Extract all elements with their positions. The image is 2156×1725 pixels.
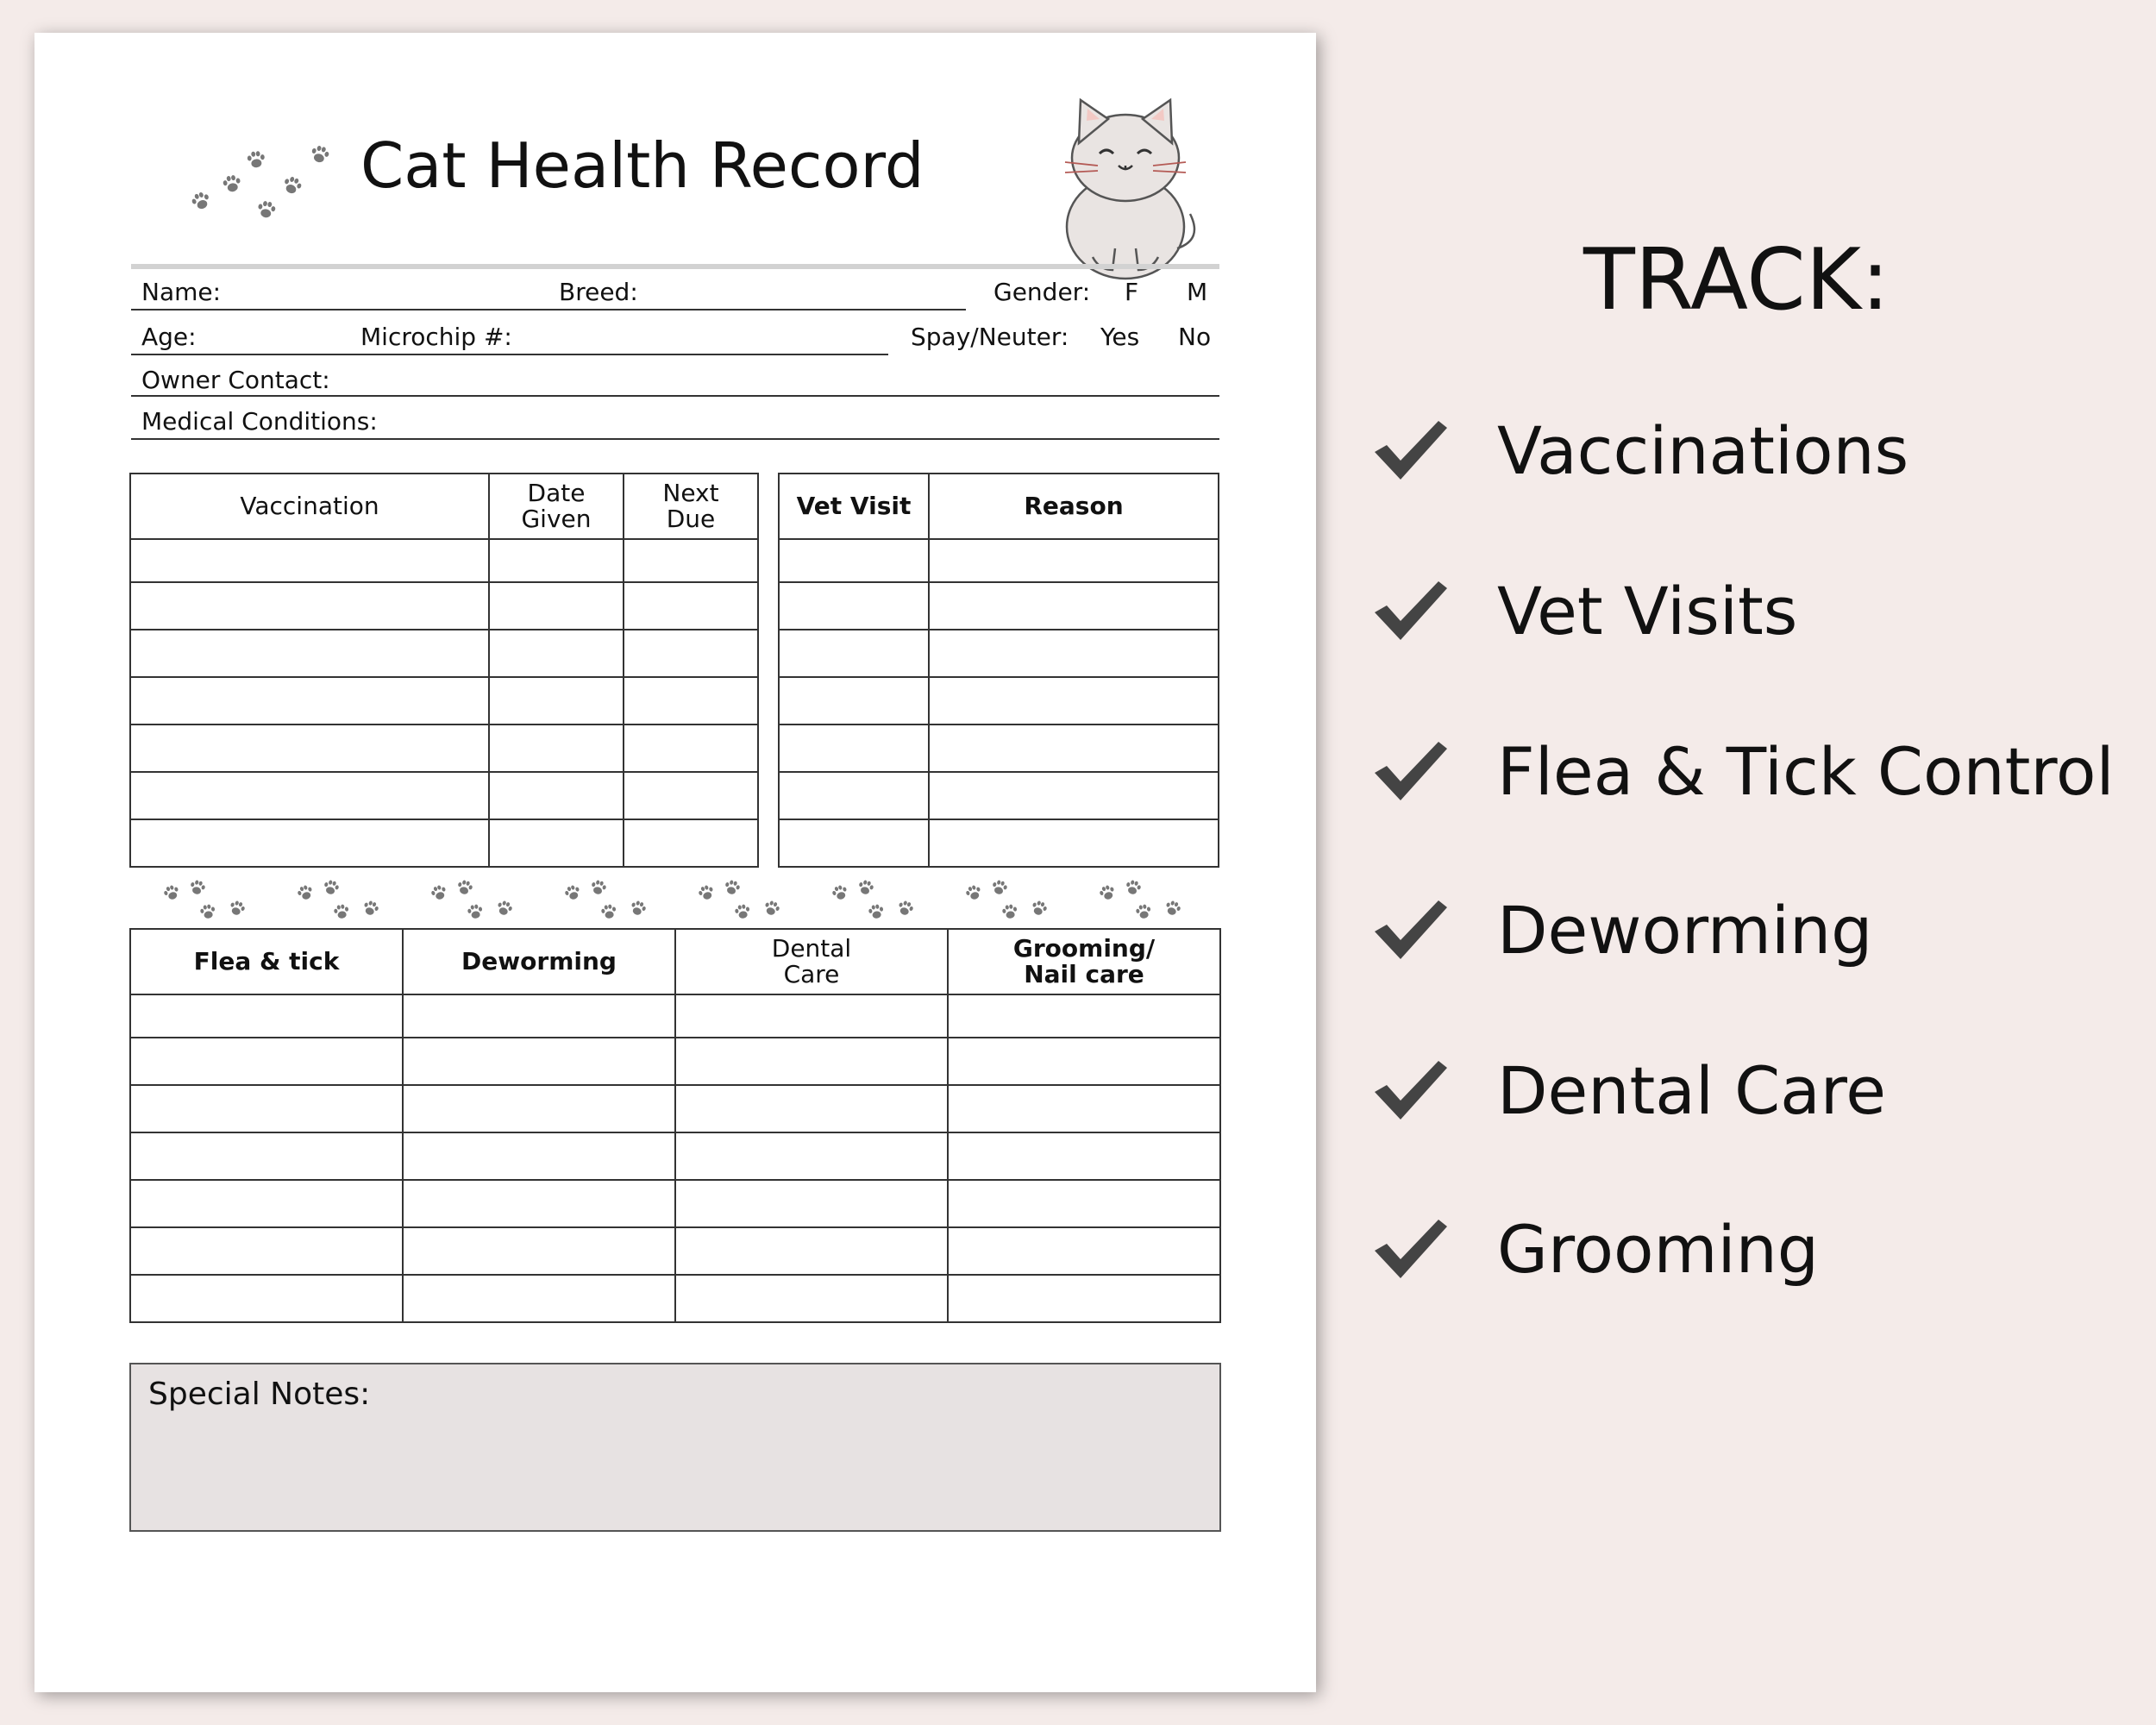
owner-contact-label: Owner Contact: [141, 366, 330, 394]
vaccination-table [129, 473, 759, 868]
table-cell[interactable] [929, 772, 1219, 819]
table-row [130, 819, 758, 867]
paw-print-icon [587, 876, 611, 900]
check-icon [1371, 1214, 1449, 1283]
name-breed-line[interactable] [131, 309, 966, 310]
paw-print-icon [731, 900, 753, 922]
table-cell[interactable] [779, 677, 929, 724]
track-item [1371, 1052, 2130, 1138]
table-cell[interactable] [675, 1038, 948, 1085]
table-cell[interactable] [779, 772, 929, 819]
track-item-label: Vaccinations [1497, 412, 1909, 489]
vet-visit-table [778, 473, 1219, 868]
table-cell[interactable] [130, 1180, 403, 1227]
track-item-label: Dental Care [1497, 1052, 1887, 1129]
table-cell[interactable] [130, 1227, 403, 1275]
table-cell[interactable] [489, 819, 624, 867]
table-cell[interactable] [779, 630, 929, 677]
table-cell[interactable] [948, 1180, 1220, 1227]
paw-print-icon [1161, 896, 1185, 920]
table-cell[interactable] [624, 582, 758, 630]
paw-print-icon [1132, 900, 1154, 922]
paw-print-icon [492, 896, 517, 920]
table-cell[interactable] [675, 994, 948, 1038]
paw-divider [162, 880, 1223, 932]
check-icon [1371, 416, 1449, 485]
table-cell[interactable] [489, 582, 624, 630]
care-table [129, 928, 1221, 1323]
spay-yes-option[interactable]: Yes [1100, 323, 1140, 351]
table-cell[interactable] [130, 994, 403, 1038]
table-cell[interactable] [675, 1085, 948, 1132]
header-divider [131, 264, 1219, 269]
table-cell[interactable] [624, 677, 758, 724]
paw-print-icon [988, 876, 1012, 900]
paw-print-icon [561, 881, 585, 905]
form-title: Cat Health Record [360, 129, 924, 202]
paw-print-icon [219, 171, 245, 197]
health-record-sheet [34, 33, 1316, 1692]
next-due-header: Next Due [624, 474, 758, 539]
table-cell[interactable] [929, 630, 1219, 677]
paw-print-icon [293, 881, 317, 905]
table-cell[interactable] [403, 1132, 675, 1180]
medical-conditions-label: Medical Conditions: [141, 407, 378, 436]
table-row [130, 994, 1220, 1038]
table-cell[interactable] [489, 539, 624, 582]
table-row [130, 582, 758, 630]
paw-print-icon [598, 900, 619, 922]
table-row [130, 677, 758, 724]
table-cell[interactable] [779, 724, 929, 772]
table-row [779, 819, 1219, 867]
table-cell[interactable] [489, 724, 624, 772]
paw-print-icon [160, 881, 184, 905]
paw-print-icon [359, 896, 383, 920]
table-row [779, 724, 1219, 772]
flea-tick-header: Flea & tick [130, 929, 403, 994]
table-cell[interactable] [130, 1038, 403, 1085]
table-cell[interactable] [929, 677, 1219, 724]
table-cell[interactable] [130, 677, 489, 724]
paw-print-icon [244, 147, 268, 172]
track-item [1371, 412, 2130, 499]
table-cell[interactable] [929, 582, 1219, 630]
table-row [130, 724, 758, 772]
table-cell[interactable] [489, 677, 624, 724]
table-cell[interactable] [929, 539, 1219, 582]
table-cell[interactable] [130, 1275, 403, 1322]
table-cell[interactable] [489, 772, 624, 819]
track-item-label: Grooming [1497, 1211, 1820, 1288]
table-cell[interactable] [929, 819, 1219, 867]
track-item-label: Vet Visits [1497, 573, 1798, 649]
breed-label: Breed: [559, 278, 638, 306]
paw-print-icon [760, 896, 784, 920]
table-cell[interactable] [130, 724, 489, 772]
medical-conditions-line[interactable] [131, 438, 1219, 440]
table-cell[interactable] [779, 819, 929, 867]
table-cell[interactable] [130, 1132, 403, 1180]
spay-no-option[interactable]: No [1178, 323, 1212, 351]
table-cell[interactable] [403, 1180, 675, 1227]
paw-print-icon [254, 197, 279, 223]
paw-print-icon [828, 881, 852, 905]
paw-print-icon [427, 881, 451, 905]
microchip-label: Microchip #: [360, 323, 512, 351]
table-cell[interactable] [403, 1085, 675, 1132]
paw-print-icon [893, 896, 918, 920]
paw-print-icon [1095, 881, 1119, 905]
table-cell[interactable] [675, 1180, 948, 1227]
paw-print-icon [186, 186, 215, 215]
date-given-header: Date Given [489, 474, 624, 539]
special-notes-box[interactable] [129, 1363, 1221, 1532]
table-cell[interactable] [675, 1132, 948, 1180]
paw-print-icon [320, 876, 343, 900]
paw-print-icon [186, 876, 210, 900]
owner-contact-line[interactable] [131, 395, 1219, 397]
table-cell[interactable] [624, 630, 758, 677]
table-cell[interactable] [948, 1132, 1220, 1180]
paw-print-icon [1027, 896, 1051, 920]
table-cell[interactable] [489, 630, 624, 677]
paw-print-icon [999, 900, 1020, 922]
table-cell[interactable] [403, 1038, 675, 1085]
vet-visit-header: Vet Visit [779, 474, 929, 539]
table-cell[interactable] [403, 994, 675, 1038]
paw-print-icon [278, 171, 306, 199]
name-label: Name: [141, 278, 222, 306]
table-row [779, 677, 1219, 724]
table-cell[interactable] [624, 724, 758, 772]
table-row [779, 539, 1219, 582]
table-cell[interactable] [779, 582, 929, 630]
table-cell[interactable] [403, 1275, 675, 1322]
paw-print-icon [306, 141, 334, 168]
gender-f-option[interactable]: F [1125, 278, 1139, 306]
paw-print-icon [626, 896, 650, 920]
paw-print-icon [865, 900, 887, 922]
table-row [779, 582, 1219, 630]
check-icon [1371, 895, 1449, 964]
table-cell[interactable] [948, 1038, 1220, 1085]
paw-print-icon [721, 876, 744, 900]
table-cell[interactable] [130, 539, 489, 582]
table-cell[interactable] [779, 539, 929, 582]
table-cell[interactable] [948, 1227, 1220, 1275]
table-cell[interactable] [624, 819, 758, 867]
check-icon [1371, 1056, 1449, 1125]
table-cell[interactable] [675, 1227, 948, 1275]
paw-print-icon [330, 900, 352, 922]
age-label: Age: [141, 323, 197, 351]
table-cell[interactable] [675, 1275, 948, 1322]
check-icon [1371, 737, 1449, 806]
table-cell[interactable] [929, 724, 1219, 772]
track-item-label: Flea & Tick Control [1497, 733, 2115, 810]
paw-print-icon [197, 900, 218, 922]
deworming-header: Deworming [403, 929, 675, 994]
table-cell[interactable] [130, 819, 489, 867]
track-item [1371, 573, 2130, 659]
table-cell[interactable] [403, 1227, 675, 1275]
spay-neuter-label: Spay/Neuter: [911, 323, 1069, 351]
table-cell[interactable] [624, 539, 758, 582]
track-item [1371, 733, 2130, 819]
track-item-label: Deworming [1497, 892, 1873, 969]
table-row [130, 1275, 1220, 1322]
paw-print-icon [464, 900, 486, 922]
table-row [130, 1180, 1220, 1227]
paw-print-icon [855, 876, 878, 900]
table-row [130, 539, 758, 582]
table-cell[interactable] [130, 582, 489, 630]
cat-illustration-icon [1039, 76, 1212, 283]
table-cell[interactable] [130, 1085, 403, 1132]
reason-header: Reason [929, 474, 1219, 539]
check-icon [1371, 576, 1449, 645]
paw-print-icon [694, 881, 718, 905]
table-row [130, 772, 758, 819]
table-cell[interactable] [130, 772, 489, 819]
paw-print-icon [225, 896, 249, 920]
gender-label: Gender: [993, 278, 1091, 306]
special-notes-label: Special Notes: [148, 1377, 371, 1412]
paw-print-icon [962, 881, 986, 905]
table-cell[interactable] [948, 1085, 1220, 1132]
table-row [130, 1038, 1220, 1085]
paw-print-icon [1122, 876, 1145, 900]
track-item [1371, 1211, 2130, 1297]
track-title: TRACK: [1583, 231, 1890, 329]
table-row [130, 630, 758, 677]
table-cell[interactable] [624, 772, 758, 819]
vaccination-header: Vaccination [130, 474, 489, 539]
table-row [130, 1227, 1220, 1275]
title-paw-prints [190, 135, 319, 229]
table-row [779, 772, 1219, 819]
gender-m-option[interactable]: M [1187, 278, 1208, 306]
table-cell[interactable] [948, 994, 1220, 1038]
paw-print-icon [454, 876, 477, 900]
dental-care-header: Dental Care [675, 929, 948, 994]
table-row [779, 630, 1219, 677]
age-microchip-line[interactable] [131, 354, 888, 355]
table-cell[interactable] [948, 1275, 1220, 1322]
table-row [130, 1085, 1220, 1132]
table-row [130, 1132, 1220, 1180]
grooming-header: Grooming/ Nail care [948, 929, 1220, 994]
table-cell[interactable] [130, 630, 489, 677]
track-item [1371, 892, 2130, 978]
